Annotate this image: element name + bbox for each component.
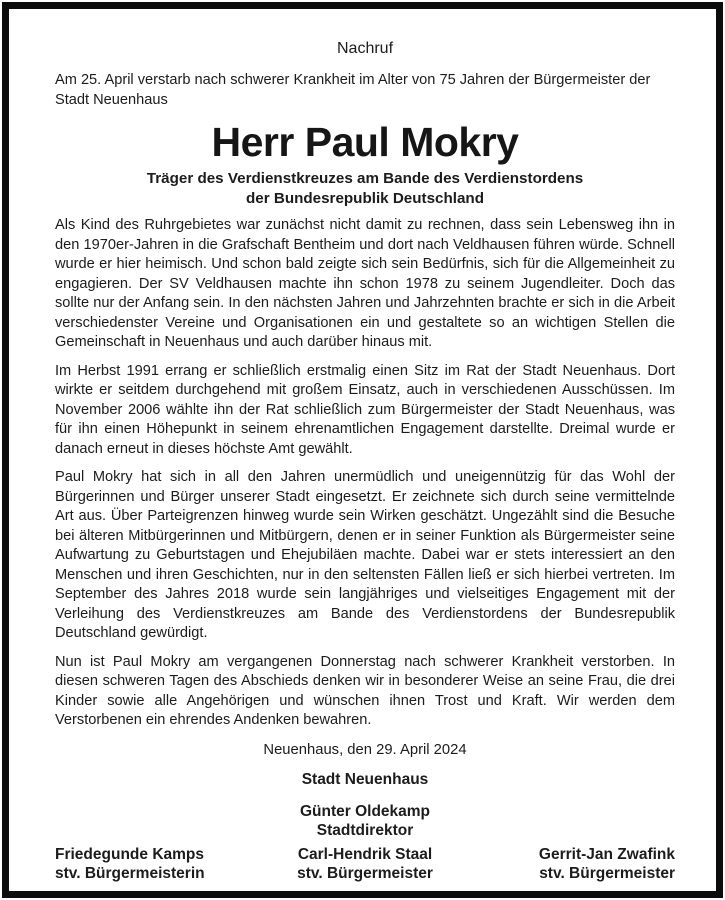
director-name: Günter Oldekamp: [299, 802, 431, 820]
honor-subtitle: [55, 169, 675, 208]
deputy-signatures-row: [55, 845, 675, 884]
dateline: Neuenhaus, den 29. April 2024: [263, 741, 467, 758]
document-type-label: Nachruf: [336, 40, 394, 57]
deputy-signature-1: [55, 845, 262, 884]
honor-subtitle-line1: Träger des Verdienstkreuzes am Bande des Verdienstordens: [146, 170, 584, 187]
deputy-name: Carl-Hendrik Staal: [297, 845, 433, 863]
deputy-signature-3: [468, 845, 675, 884]
deceased-name: Herr Paul Mokry: [211, 119, 519, 165]
issuer-name: Stadt Neuenhaus: [301, 771, 429, 788]
deputy-title: stv. Bürgermeister: [539, 865, 676, 882]
director-title: Stadtdirektor: [316, 822, 414, 839]
honor-subtitle-line2: der Bundesrepublik Deutschland: [246, 189, 484, 207]
deputy-name: Friedegunde Kamps: [55, 845, 204, 863]
obituary-border-frame: [2, 2, 723, 898]
obituary-paragraph-4: Nun ist Paul Mokry am vergangenen Donnerstag nach schwerer Krankheit verstorben. In diesen schweren Tagen des Abschieds denken wir in besonderer Weise an seine Frau, die drei Kinder sowie alle Angehörigen und wünschen ihnen Trost und Kraft. Wir werden dem Verstorbenen ein ehrendes Andenken bewahren.: [55, 653, 675, 728]
intro-text: Am 25. April verstarb nach schwerer Krankheit im Alter von 75 Jahren der Bürgermeister der Stadt Neuenhaus: [55, 72, 651, 108]
obituary-document: [9, 9, 716, 884]
deputy-signature-2: [262, 845, 469, 884]
obituary-paragraph-1: Als Kind des Ruhrgebietes war zunächst nicht damit zu rechnen, dass sein Lebensweg ihn in den 1970er-Jahren in die Grafschaft Bentheim und dort nach Veldhausen führen würde. Schnell wurde er hier heimisch. Und schon bald zeigte sich sein Bedürfnis, sich für die Allgemeinheit zu engagieren. Der SV Veldhausen machte ihn schon 1978 zu seinem Jugendleiter. Doch das sollte nur der Anfang sein. In den nächsten Jahren und Jahrzehnten brachte er sich in die Arbeit verschiedenster Vereine und Organisationen ein und gestaltete so an wichtigen Stellen die Gemeinschaft in Neuenhaus und auch darüber hinaus mit.: [55, 217, 675, 350]
director-signature: [55, 802, 675, 841]
deputy-title: stv. Bürgermeisterin: [55, 865, 205, 882]
obituary-paragraph-3: Paul Mokry hat sich in all den Jahren unermüdlich und uneigennützig für das Wohl der Bürgerinnen und Bürger unserer Stadt eingesetzt. Er zeichnete sich durch seine vermittelnde Art aus. Über Parteigrenzen hinweg wurde sein Wirken geschätzt. Ungezählt sind die Besuche bei älteren Mitbürgerinnen und Mitbürgern, denen er in seiner Funktion als Bürgermeister seine Aufwartung zu Geburtstagen und Ehejubiläen machte. Dabei war er stets interessiert an den Menschen und ihren Geschichten, nur in den seltensten Fällen ließ er sich hierbei vertreten. Im September des Jahres 2018 wurde sein langjähriges und vielseitiges Engagement mit der Verleihung des Verdienstkreuzes am Bande des Verdienstordens der Bundesrepublik Deutschland gewürdigt.: [55, 469, 675, 641]
deputy-title: stv. Bürgermeister: [297, 865, 433, 882]
obituary-paragraph-2: Im Herbst 1991 errang er schließlich erstmalig einen Sitz im Rat der Stadt Neuenhaus. Dort wirkte er seitdem durchgehend mit großem Einsatz, auch in verschiedenen Ausschüssen. Im November 2006 wählte ihn der Rat schließlich zum Bürgermeister der Stadt Neuenhaus, was für ihn einen Höhepunkt in seinem ehrenamtlichen Engagement darstellte. Dreimal wurde er danach erneut in dieses höchste Amt gewählt.: [55, 362, 675, 457]
deputy-name: Gerrit-Jan Zwafink: [538, 845, 676, 863]
